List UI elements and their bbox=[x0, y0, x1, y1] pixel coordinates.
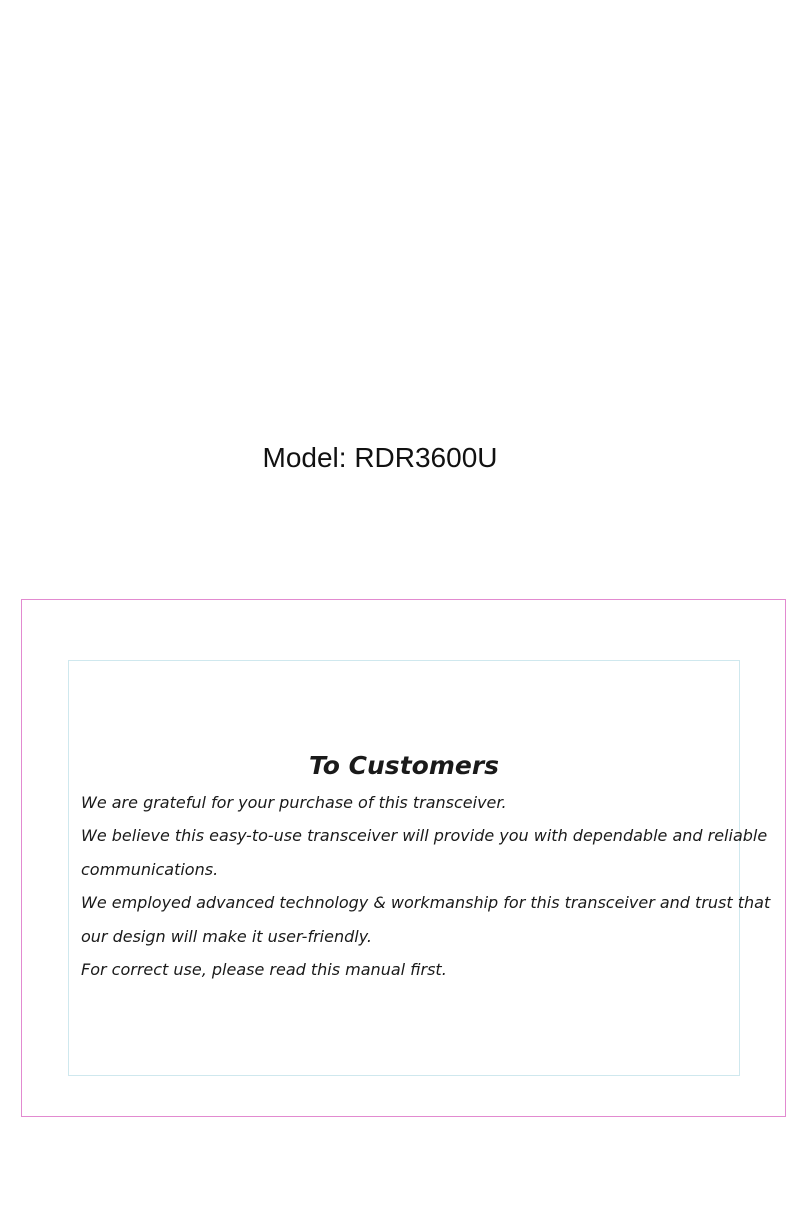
notice-line: We believe this easy-to-use transceiver will provide you with dependable and reliable bbox=[81, 826, 768, 846]
notice-line: communications. bbox=[81, 859, 219, 879]
notice-line: We are grateful for your purchase of this transceiver. bbox=[81, 793, 507, 812]
notice-line: We employed advanced technology & workmanship for this transceiver and trust that bbox=[81, 893, 771, 913]
notice-line: For correct use, please read this manual first. bbox=[81, 960, 447, 980]
model-label: Model: RDR3600U bbox=[262, 442, 498, 473]
notice-line: our design will make it user-friendly. bbox=[81, 926, 373, 946]
notice-body bbox=[81, 786, 771, 986]
notice-title: To Customers bbox=[308, 751, 500, 780]
